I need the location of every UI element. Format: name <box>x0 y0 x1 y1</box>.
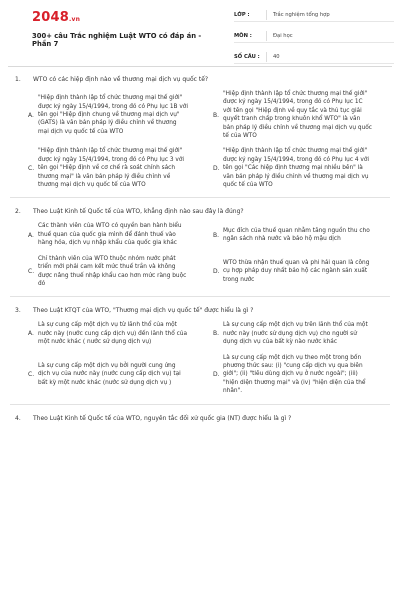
question-text: Theo Luật Kinh tế Quốc tế của WTO, khẳng định nào sau đây là đúng? <box>33 208 244 216</box>
option-grid <box>10 90 390 189</box>
question-number: 1. <box>15 76 21 83</box>
option-c[interactable] <box>28 354 205 396</box>
option-text: "Hiệp định thành lập tổ chức thương mại thế giới" được ký ngày 15/4/1994, trong đó có Phụ lục 1C với tên gọi "Hiệp định về quy tắc và thủ tục giải quyết tranh chấp trong khuôn khổ WTO" là văn bản pháp lý điều chỉnh về thương mại dịch vụ quốc tế của WTO <box>223 91 372 140</box>
question-text: WTO có các hiệp định nào về thương mại dịch vụ quốc tế? <box>33 76 209 83</box>
option-a[interactable] <box>28 321 205 346</box>
option-letter: C. <box>28 371 35 379</box>
question-list <box>10 76 390 433</box>
option-letter: D. <box>213 371 220 379</box>
option-text: Mục đích của thuế quan nhằm tăng nguồn thu cho ngân sách nhà nước và bảo hộ mậu dịch <box>223 227 370 243</box>
option-letter: B. <box>213 111 220 119</box>
logo-suffix: .vn <box>68 16 81 23</box>
question-number: 3. <box>15 307 21 315</box>
question-divider <box>10 197 390 198</box>
option-c[interactable] <box>28 147 205 189</box>
question-3 <box>10 307 390 404</box>
question-divider <box>10 296 390 297</box>
option-text: WTO thừa nhận thuế quan và phi hải quan là công cụ hợp pháp duy nhất bảo hộ các ngành sản xuất trong nước <box>223 259 370 283</box>
option-a[interactable] <box>28 222 205 247</box>
meta-value: Trắc nghiệm tổng hợp <box>273 12 330 18</box>
question-4 <box>10 415 390 423</box>
logo-main: 2048 <box>32 10 69 25</box>
option-text: Chỉ thành viên của WTO thuộc nhóm nước phát triển mới phải cam kết mức thuế trần và không được nâng thuế nhập khẩu cao hơn mức ràng buộc đó <box>38 255 187 287</box>
option-b[interactable] <box>213 222 390 247</box>
option-text: Là sự cung cấp một dịch vụ từ lãnh thổ của một nước này (nước cung cấp dịch vụ) đến lãnh thổ của một nước khác ( nước sử dụng dịch vụ) <box>38 322 187 346</box>
option-d[interactable] <box>213 354 390 396</box>
option-b[interactable] <box>213 90 390 140</box>
site-logo[interactable] <box>32 10 80 25</box>
option-a[interactable] <box>28 90 205 140</box>
option-d[interactable] <box>213 147 390 189</box>
meta-label: LỚP : <box>234 12 250 18</box>
meta-label: SỐ CÂU : <box>234 54 260 60</box>
option-text: Là sự cung cấp một dịch vụ bởi người cung ứng dịch vụ của nước này (nước cung cấp dịch vụ) tại bất kỳ một nước khác (nước sử dụng dịch vụ ) <box>38 362 181 386</box>
question-divider <box>10 404 390 405</box>
option-d[interactable] <box>213 255 390 289</box>
option-text: Là sự cung cấp một dịch vụ trên lãnh thổ của một nước này (nước sử dụng dịch vụ) cho người sử dụng dịch vụ của bất kỳ nào nước khác <box>223 322 368 346</box>
meta-row-subject <box>234 30 394 43</box>
question-text: Theo Luật KTQT của WTO, "Thương mại dịch vụ quốc tế" được hiểu là gì ? <box>33 307 254 315</box>
option-letter: D. <box>213 164 220 172</box>
document-header <box>12 0 388 66</box>
option-text: Các thành viên của WTO có quyền ban hành biểu thuế quan của quốc gia mình để đánh thuế vào hàng hóa, dịch vụ nhập khẩu của quốc gia khác <box>38 223 182 247</box>
question-number: 4. <box>15 414 21 422</box>
meta-separator <box>266 10 267 20</box>
meta-row-count <box>234 51 394 64</box>
option-text: "Hiệp định thành lập tổ chức thương mại thế giới" được ký ngày 15/4/1994, trong đó có Phụ lục 3 với tên gọi "Hiệp định về cơ chế rà soát chính sách thương mại" là văn bản pháp lý điều chỉnh về thương mại dịch vụ quốc tế của WTO <box>38 148 184 189</box>
option-text: "Hiệp định thành lập tổ chức thương mại thế giới" được ký ngày 15/4/1994, trong đó có Phụ lục 4 với tên gọi "Các hiệp định thương mại nhiều bên" là văn bản pháp lý điều chỉnh về thương mại dịch vụ quốc tế của WTO <box>223 148 369 189</box>
meta-row-class <box>234 9 394 22</box>
meta-value: 40 <box>273 54 280 60</box>
option-letter: A. <box>28 111 34 119</box>
meta-separator <box>266 52 267 62</box>
option-letter: B. <box>213 330 220 338</box>
option-letter: A. <box>28 231 34 239</box>
option-letter: A. <box>28 330 34 338</box>
document-meta <box>234 9 394 72</box>
option-letter: C. <box>28 268 35 275</box>
question-text: Theo Luật Kinh tế Quốc tế của WTO, nguyên tắc đối xử quốc gia (NT) được hiểu là gì ? <box>33 414 292 422</box>
option-text: Là sự cung cấp một dịch vụ theo một trong bốn phương thức sau: (i) "cung cấp dịch vụ qua biên giới"; (ii) "tiêu dùng dịch vụ ở nước ngoài"; (iii) "hiện diện thương mại" và (iv) "hiện diện của thể nhân". <box>223 354 366 395</box>
option-letter: B. <box>213 231 220 239</box>
question-2 <box>10 208 390 297</box>
option-letter: D. <box>213 268 220 275</box>
header-divider <box>8 66 392 67</box>
meta-value: Đại học <box>273 33 293 39</box>
option-letter: C. <box>28 164 35 172</box>
question-number: 2. <box>15 208 21 216</box>
option-grid <box>10 222 390 288</box>
document-title: 300+ câu Trắc nghiệm Luật WTO có đáp án - Phần 7 <box>32 32 202 48</box>
meta-separator <box>266 31 267 41</box>
option-grid <box>10 321 390 395</box>
option-b[interactable] <box>213 321 390 346</box>
option-text: "Hiệp định thành lập tổ chức thương mại thế giới" được ký ngày 15/4/1994, trong đó có Phụ lục 1B với tên gọi "Hiệp định chung về thương mại dịch vụ" (GATS) là văn bản pháp lý điều chỉnh về thương mại dịch vụ quốc tế của WTO <box>38 95 188 135</box>
meta-label: MÔN : <box>234 33 252 39</box>
question-1 <box>10 76 390 198</box>
option-c[interactable] <box>28 255 205 289</box>
